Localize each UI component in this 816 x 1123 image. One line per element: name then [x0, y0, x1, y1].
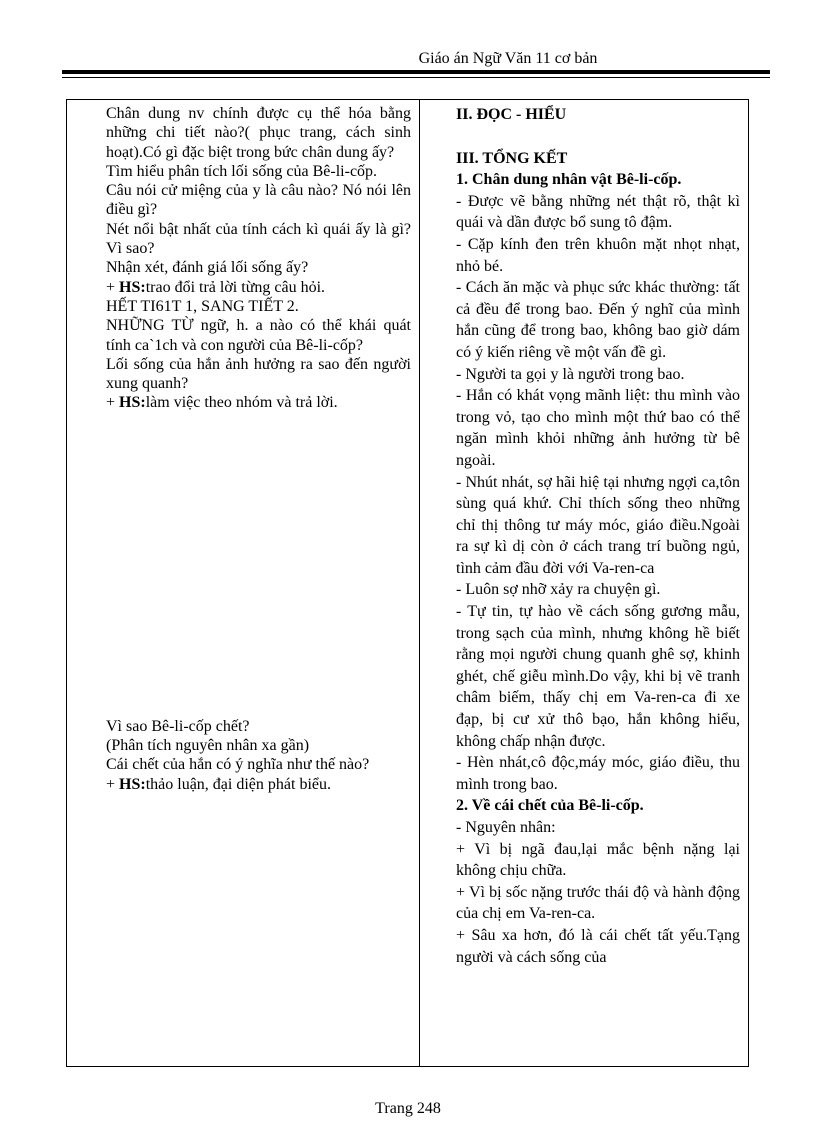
activity-prefix: + — [106, 775, 120, 793]
content-point: - Cách ăn mặc và phục sức khác thường: tất cả đều để trong bao. Đến ý nghĩ của mình hắn cũng để trong bao, không bao giờ dám có ý kiến riêng về một vấn đề gì. — [456, 279, 740, 361]
content-column — [456, 104, 740, 968]
content-point: - Luôn sợ nhỡ xảy ra chuyện gì. — [456, 581, 661, 599]
activity-line: Nét nổi bật nhất của tính cách kì quái ấy là gì? Vì sao? — [106, 220, 411, 258]
activity-line — [106, 775, 411, 794]
content-point: + Sâu xa hơn, đó là cái chết tất yếu.Tạng người và cách sống của — [456, 926, 740, 966]
content-point: + Vì bị sốc nặng trước thái độ và hành động của chị em Va-ren-ca. — [456, 883, 740, 923]
activity-line: Vì sao Bê-li-cốp chết? — [106, 717, 250, 735]
lesson-table — [66, 99, 749, 1067]
page-header-title: Giáo án Ngữ Văn 11 cơ bản — [418, 50, 598, 67]
activity-line: NHỮNG TỪ ngữ, h. a nào có thể khái quát tính ca`1ch và con người của Bê-li-cốp? — [106, 317, 411, 354]
activity-prefix: + — [106, 278, 120, 296]
content-point: - Người ta gọi y là người trong bao. — [456, 365, 685, 383]
portrait-points — [456, 191, 740, 796]
activity-line: HẾT TI61T 1, SANG TIẾT 2. — [106, 297, 299, 315]
header-rule-thick — [62, 70, 770, 74]
activity-line: Cái chết của hắn có ý nghĩa như thế nào? — [106, 756, 370, 774]
activity-line: Chân dung nv chính được cụ thể hóa bằng những chi tiết nào?( phục trang, cách sinh hoạt).Có gì đặc biệt trong bức chân dung ấy? — [106, 105, 411, 161]
page-number: Trang 248 — [375, 1100, 441, 1117]
activity-rest: trao đổi trả lời từng câu hỏi. — [145, 278, 326, 296]
hs-label: HS: — [119, 775, 146, 793]
activity-line: Câu nói cử miệng của y là câu nào? Nó nói lên điều gì? — [106, 182, 411, 219]
activity-block-1 — [106, 104, 411, 413]
content-point: - Hắn có khát vọng mãnh liệt: thu mình vào trong vỏ, tạo cho mình một thứ bao có thể ngăn mình khỏi những ảnh hưởng từ bê ngoài. — [456, 387, 740, 469]
activity-line: (Phân tích nguyên nhân xa gần) — [106, 737, 310, 755]
content-point: - Tự tin, tự hào về cách sống gương mẫu, trong sạch của mình, nhưng không hề biết rằng mọi người chung quanh ghê sợ, khinh ghét, chế giễu mình.Do vậy, khi bị vẽ tranh châm biếm, thấy chị em Va-ren-ca đi xe đạp, bị cư xử thô bạo, hắn không hiểu, không chấp nhận được. — [456, 603, 740, 750]
table-column-divider — [419, 100, 420, 1066]
activity-line: Tìm hiểu phân tích lối sống của Bê-li-cốp. — [106, 162, 378, 180]
activity-line: Lối sống của hắn ảnh hưởng ra sao đến người xung quanh? — [106, 355, 411, 393]
activity-rest: thảo luận, đại diện phát biểu. — [145, 775, 331, 793]
hs-label: HS: — [119, 394, 146, 412]
activity-line: Nhận xét, đánh giá lối sống ấy? — [106, 259, 309, 277]
content-point: - Nguyên nhân: — [456, 819, 556, 836]
activity-block-2 — [106, 717, 411, 794]
subheading-cai-chet: 2. Về cái chết của Bê-li-cốp. — [456, 797, 644, 815]
content-point: - Nhút nhát, sợ hãi hiệ tại nhưng ngợi ca,tôn sùng quá khứ. Chỉ thích sống theo những chỉ thị thông tư máy móc, giáo điều.Ngoài ra sự kì dị còn ở cách trang trí buồng ngủ, tình cảm đầu đời với Va-ren-ca — [456, 473, 740, 577]
content-point: - Cặp kính đen trên khuôn mặt nhọt nhạt, nhỏ bé. — [456, 235, 740, 275]
activity-rest: làm việc theo nhóm và trả lời. — [145, 394, 338, 412]
content-point: - Hèn nhát,cô độc,máy móc, giáo điều, thu mình trong bao. — [456, 754, 740, 793]
subheading-chan-dung: 1. Chân dung nhân vật Bê-li-cốp. — [456, 171, 682, 189]
heading-doc-hieu: II. ĐỌC - HIỂU — [456, 106, 567, 123]
teacher-activity-column — [106, 104, 411, 794]
hs-label: HS: — [119, 278, 146, 296]
heading-spacer — [456, 126, 740, 148]
activity-line — [106, 393, 411, 412]
block-spacer — [106, 413, 411, 717]
activity-prefix: + — [106, 394, 120, 412]
content-point: - Được vẽ bằng những nét thật rõ, thật kì quái và dần được bổ sung tô đậm. — [456, 192, 740, 232]
activity-line — [106, 278, 411, 297]
death-points — [456, 817, 740, 968]
header-rule-thin — [62, 77, 770, 78]
heading-tong-ket: III. TỔNG KẾT — [456, 149, 568, 167]
content-point: + Vì bị ngã đau,lại mắc bệnh nặng lại không chịu chữa. — [456, 840, 740, 880]
